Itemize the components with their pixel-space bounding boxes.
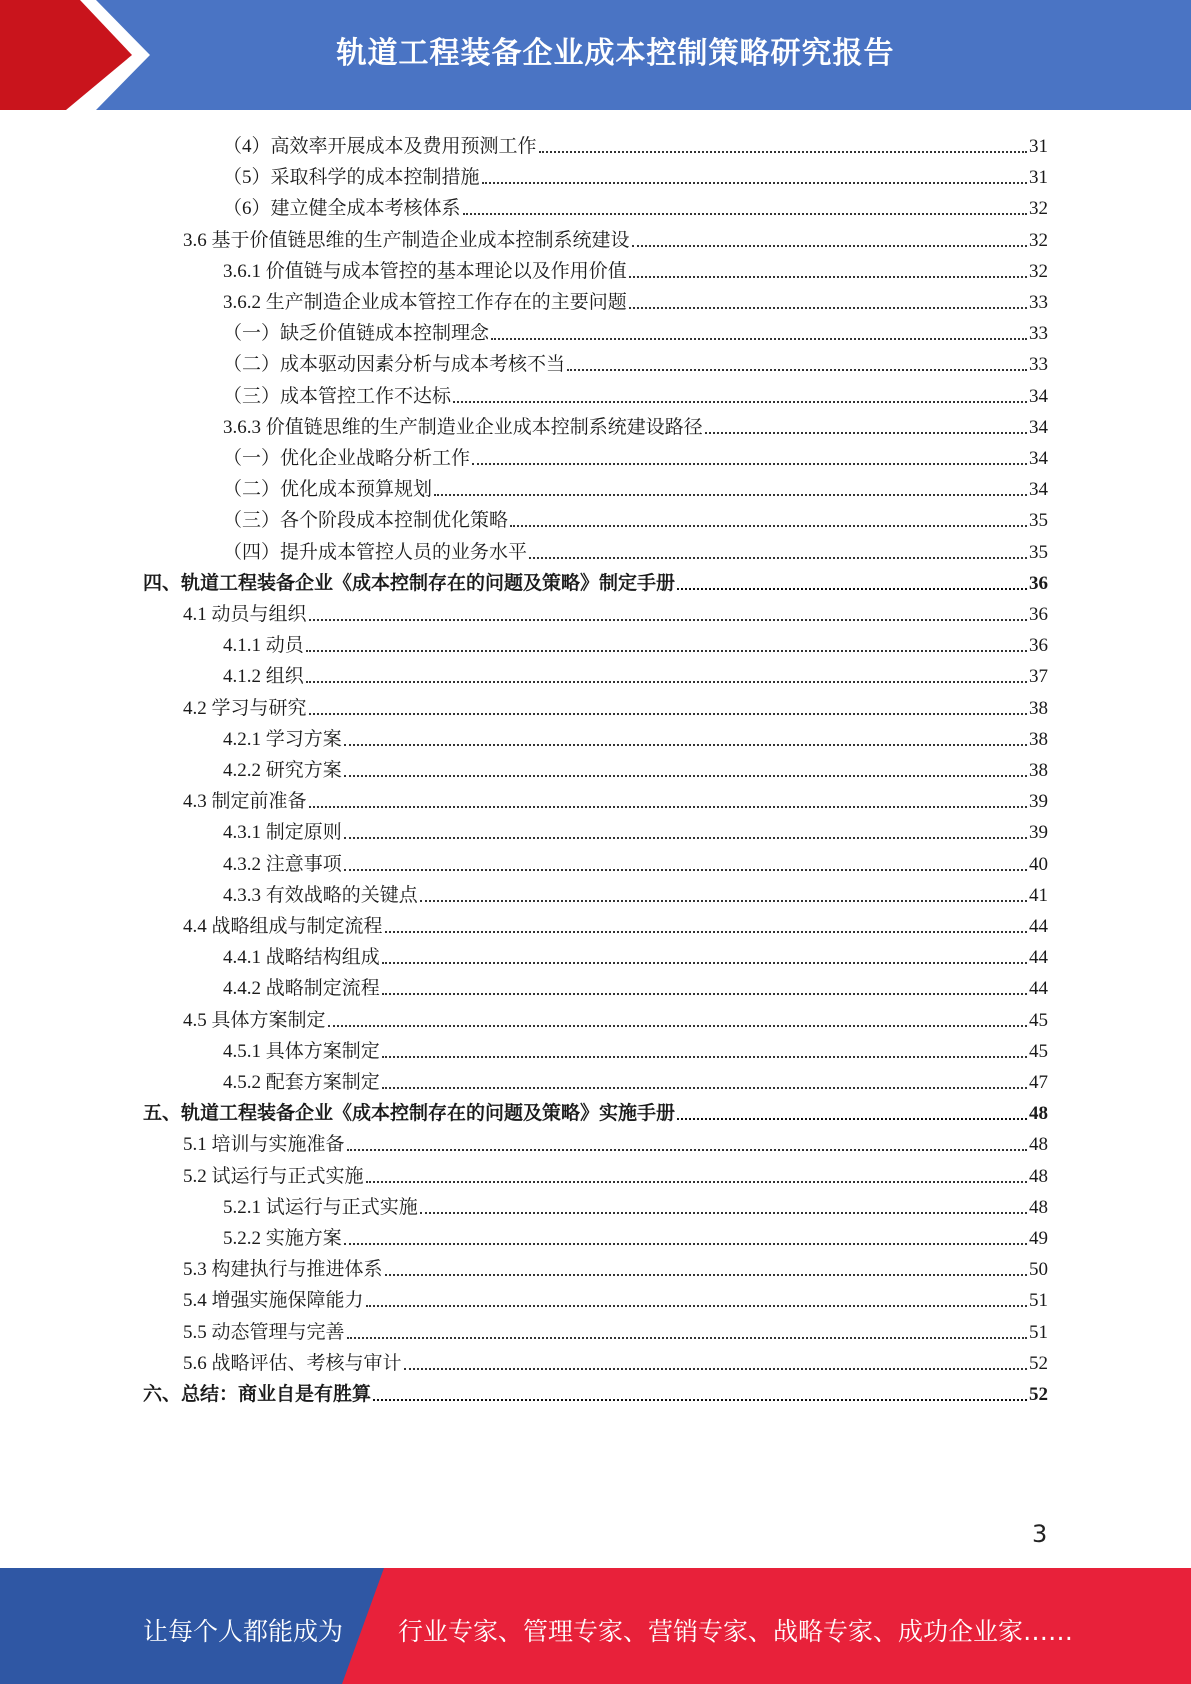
toc-entry-label: 五、轨道工程装备企业《成本控制存在的问题及策略》实施手册 bbox=[143, 1103, 676, 1125]
toc-entry-page: 45 bbox=[1029, 1040, 1048, 1062]
toc-entry-label: （二）成本驱动因素分析与成本考核不当 bbox=[223, 354, 566, 376]
toc-entry-label: 3.6 基于价值链思维的生产制造企业成本控制系统建设 bbox=[183, 229, 630, 251]
toc-dot-leader bbox=[344, 836, 1027, 839]
toc-entry-label: 3.6.1 价值链与成本管控的基本理论以及作用价值 bbox=[223, 260, 627, 282]
toc-entry-label: 4.3 制定前准备 bbox=[183, 791, 307, 813]
toc-dot-leader bbox=[420, 899, 1027, 902]
toc-entry-label: 5.4 增强实施保障能力 bbox=[183, 1290, 364, 1312]
toc-entry-page: 39 bbox=[1029, 822, 1048, 844]
toc-entry[interactable] bbox=[143, 565, 1048, 595]
toc-entry[interactable] bbox=[183, 1314, 1048, 1344]
toc-entry-page: 34 bbox=[1029, 448, 1048, 469]
toc-entry-label: （6）建立健全成本考核体系 bbox=[223, 198, 461, 220]
toc-dot-leader bbox=[309, 618, 1027, 621]
toc-entry[interactable] bbox=[223, 939, 1048, 969]
toc-entry-label: 5.6 战略评估、考核与审计 bbox=[183, 1352, 402, 1374]
toc-dot-leader bbox=[344, 774, 1027, 777]
toc-entry-page: 33 bbox=[1029, 292, 1048, 313]
toc-entry[interactable] bbox=[223, 1220, 1048, 1250]
toc-entry[interactable] bbox=[223, 752, 1048, 782]
toc-entry-label: 4.5.1 具体方案制定 bbox=[223, 1040, 380, 1062]
toc-entry-page: 52 bbox=[1029, 1384, 1048, 1405]
toc-dot-leader bbox=[539, 150, 1027, 153]
toc-dot-leader bbox=[382, 1055, 1027, 1058]
toc-dot-leader bbox=[309, 805, 1027, 808]
toc-entry[interactable] bbox=[183, 783, 1048, 813]
toc-entry-page: 44 bbox=[1029, 916, 1048, 937]
toc-dot-leader bbox=[629, 306, 1027, 309]
toc-entry[interactable] bbox=[183, 596, 1048, 626]
toc-entry-label: 4.5 具体方案制定 bbox=[183, 1009, 326, 1031]
toc-entry-label: （四）提升成本管控人员的业务水平 bbox=[223, 541, 528, 563]
toc-dot-leader bbox=[373, 1398, 1027, 1401]
toc-entry[interactable] bbox=[143, 1095, 1048, 1125]
toc-entry-page: 37 bbox=[1029, 666, 1048, 688]
toc-entry[interactable] bbox=[223, 877, 1048, 907]
toc-entry[interactable] bbox=[183, 690, 1048, 720]
toc-entry-label: （5）采取科学的成本控制措施 bbox=[223, 167, 480, 189]
toc-entry-page: 38 bbox=[1029, 760, 1048, 781]
toc-entry-page: 33 bbox=[1029, 323, 1048, 345]
toc-entry-page: 36 bbox=[1029, 635, 1048, 657]
toc-dot-leader bbox=[705, 431, 1027, 434]
toc-entry-label: （三）各个阶段成本控制优化策略 bbox=[223, 510, 509, 532]
toc-entry-label: 5.2 试运行与正式实施 bbox=[183, 1165, 364, 1187]
toc-entry[interactable] bbox=[223, 409, 1048, 439]
toc-entry-page: 35 bbox=[1029, 510, 1048, 532]
toc-entry-page: 39 bbox=[1029, 791, 1048, 813]
toc-entry-page: 41 bbox=[1029, 884, 1048, 906]
toc-entry-page: 44 bbox=[1029, 947, 1048, 969]
toc-dot-leader bbox=[382, 992, 1027, 995]
toc-entry[interactable] bbox=[183, 1126, 1048, 1156]
toc-dot-leader bbox=[677, 1117, 1027, 1120]
toc-entry[interactable] bbox=[223, 471, 1048, 501]
toc-dot-leader bbox=[491, 337, 1027, 340]
toc-entry-page: 34 bbox=[1029, 385, 1048, 407]
toc-dot-leader bbox=[632, 244, 1027, 247]
toc-dot-leader bbox=[677, 587, 1027, 590]
toc-entry[interactable] bbox=[223, 440, 1048, 470]
toc-entry-label: 3.6.3 价值链思维的生产制造业企业成本控制系统建设路径 bbox=[223, 416, 703, 438]
toc-entry[interactable] bbox=[223, 1033, 1048, 1063]
toc-dot-leader bbox=[347, 1336, 1027, 1339]
toc-entry[interactable] bbox=[223, 627, 1048, 657]
toc-entry-label: （4）高效率开展成本及费用预测工作 bbox=[223, 136, 537, 157]
toc-dot-leader bbox=[510, 524, 1027, 527]
toc-entry-page: 32 bbox=[1029, 198, 1048, 220]
toc-entry[interactable] bbox=[223, 159, 1048, 189]
toc-entry-page: 48 bbox=[1029, 1134, 1048, 1156]
toc-entry-label: 5.1 培训与实施准备 bbox=[183, 1134, 345, 1156]
toc-entry[interactable] bbox=[223, 658, 1048, 688]
page-header bbox=[0, 0, 1191, 110]
toc-entry-label: 四、轨道工程装备企业《成本控制存在的问题及策略》制定手册 bbox=[143, 572, 676, 594]
toc-entry[interactable] bbox=[223, 814, 1048, 844]
toc-entry[interactable] bbox=[183, 1345, 1048, 1375]
toc-entry-page: 38 bbox=[1029, 697, 1048, 719]
toc-entry[interactable] bbox=[223, 190, 1048, 220]
toc-entry-label: 3.6.2 生产制造企业成本管控工作存在的主要问题 bbox=[223, 292, 627, 313]
toc-dot-leader bbox=[567, 368, 1027, 371]
toc-entry[interactable] bbox=[223, 346, 1048, 376]
toc-dot-leader bbox=[482, 181, 1027, 184]
page-footer bbox=[0, 1568, 1191, 1684]
toc-entry[interactable] bbox=[223, 846, 1048, 876]
toc-entry-label: 5.2.2 实施方案 bbox=[223, 1228, 342, 1249]
toc-entry-label: 4.4.2 战略制定流程 bbox=[223, 978, 380, 1000]
toc-entry[interactable] bbox=[223, 128, 1048, 158]
toc-entry[interactable] bbox=[223, 378, 1048, 408]
toc-entry[interactable] bbox=[183, 1158, 1048, 1188]
toc-dot-leader bbox=[385, 930, 1027, 933]
toc-entry-label: 4.3.1 制定原则 bbox=[223, 822, 342, 844]
toc-entry-page: 31 bbox=[1029, 136, 1048, 157]
toc-dot-leader bbox=[306, 680, 1027, 683]
toc-dot-leader bbox=[629, 275, 1027, 278]
toc-entry-label: （二）优化成本预算规划 bbox=[223, 479, 433, 501]
toc-entry-page: 34 bbox=[1029, 416, 1048, 438]
toc-entry-label: 4.1.2 组织 bbox=[223, 666, 304, 688]
toc-dot-leader bbox=[382, 961, 1027, 964]
toc-dot-leader bbox=[529, 556, 1027, 559]
toc-entry-label: 5.5 动态管理与完善 bbox=[183, 1321, 345, 1343]
toc-entry-label: 4.3.3 有效战略的关键点 bbox=[223, 884, 418, 906]
page-number: 3 bbox=[1032, 1520, 1048, 1548]
toc-entry-label: 4.1.1 动员 bbox=[223, 635, 304, 657]
toc-entry-page: 40 bbox=[1029, 853, 1048, 875]
toc-dot-leader bbox=[420, 1211, 1027, 1214]
toc-dot-leader bbox=[366, 1180, 1027, 1183]
toc-dot-leader bbox=[382, 1086, 1027, 1089]
toc-entry-page: 33 bbox=[1029, 354, 1048, 376]
toc-entry-page: 50 bbox=[1029, 1259, 1048, 1281]
toc-dot-leader bbox=[344, 1242, 1027, 1245]
toc-dot-leader bbox=[306, 649, 1027, 652]
toc-dot-leader bbox=[344, 868, 1027, 871]
toc-entry-label: 4.4.1 战略结构组成 bbox=[223, 947, 380, 969]
toc-entry-label: 4.1 动员与组织 bbox=[183, 604, 307, 625]
toc-dot-leader bbox=[404, 1367, 1027, 1370]
toc-entry-label: 5.2.1 试运行与正式实施 bbox=[223, 1196, 418, 1218]
toc-entry[interactable] bbox=[143, 1376, 1048, 1406]
toc-entry[interactable] bbox=[223, 502, 1048, 532]
toc-dot-leader bbox=[463, 212, 1027, 215]
toc-entry-label: （一）优化企业战略分析工作 bbox=[223, 448, 471, 469]
toc-entry-page: 44 bbox=[1029, 978, 1048, 1000]
toc-entry[interactable] bbox=[183, 1002, 1048, 1032]
toc-entry-label: 5.3 构建执行与推进体系 bbox=[183, 1259, 383, 1281]
toc-entry[interactable] bbox=[183, 1251, 1048, 1281]
toc-entry-page: 36 bbox=[1029, 572, 1048, 594]
toc-dot-leader bbox=[344, 743, 1027, 746]
toc-entry-page: 35 bbox=[1029, 541, 1048, 563]
toc-entry[interactable] bbox=[183, 1282, 1048, 1312]
toc-entry[interactable] bbox=[223, 970, 1048, 1000]
toc-entry-label: 4.2.2 研究方案 bbox=[223, 760, 342, 781]
toc-entry-page: 51 bbox=[1029, 1321, 1048, 1343]
toc-entry-label: 六、总结：商业自是有胜算 bbox=[143, 1384, 372, 1405]
toc-entry-label: 4.2 学习与研究 bbox=[183, 697, 307, 719]
toc-dot-leader bbox=[434, 493, 1027, 496]
toc-entry-page: 32 bbox=[1029, 260, 1048, 282]
toc-entry-label: 4.2.1 学习方案 bbox=[223, 728, 342, 750]
toc-entry-label: 4.3.2 注意事项 bbox=[223, 853, 342, 875]
toc-entry-page: 49 bbox=[1029, 1228, 1048, 1249]
toc-entry-label: （三）成本管控工作不达标 bbox=[223, 385, 452, 407]
toc-entry[interactable] bbox=[183, 908, 1048, 938]
toc-entry[interactable] bbox=[223, 1064, 1048, 1094]
toc-entry-label: （一）缺乏价值链成本控制理念 bbox=[223, 323, 490, 345]
toc-entry-label: 4.5.2 配套方案制定 bbox=[223, 1072, 380, 1093]
toc-entry-page: 48 bbox=[1029, 1103, 1048, 1125]
toc-dot-leader bbox=[472, 462, 1027, 465]
toc-entry-page: 31 bbox=[1029, 167, 1048, 189]
toc-entry[interactable] bbox=[223, 253, 1048, 283]
toc-entry[interactable] bbox=[223, 1189, 1048, 1219]
toc-entry-page: 34 bbox=[1029, 479, 1048, 501]
footer-slogan-left: 让每个人都能成为 bbox=[143, 1617, 344, 1646]
toc-entry-page: 48 bbox=[1029, 1165, 1048, 1187]
toc-entry-page: 48 bbox=[1029, 1196, 1048, 1218]
toc-entry[interactable] bbox=[223, 284, 1048, 314]
toc-entry-label: 4.4 战略组成与制定流程 bbox=[183, 916, 383, 937]
toc-entry-page: 51 bbox=[1029, 1290, 1048, 1312]
toc-entry-page: 38 bbox=[1029, 728, 1048, 750]
document-title: 轨道工程装备企业成本控制策略研究报告 bbox=[336, 36, 895, 71]
toc-entry-page: 52 bbox=[1029, 1352, 1048, 1374]
toc-dot-leader bbox=[453, 400, 1027, 403]
toc-dot-leader bbox=[385, 1273, 1027, 1276]
toc-entry[interactable] bbox=[223, 534, 1048, 564]
footer-slogan-right: 行业专家、管理专家、营销专家、战略专家、成功企业家…… bbox=[398, 1617, 1074, 1646]
toc-entry-page: 32 bbox=[1029, 229, 1048, 251]
toc-entry-page: 47 bbox=[1029, 1072, 1048, 1093]
toc-entry[interactable] bbox=[223, 721, 1048, 751]
toc-entry-page: 36 bbox=[1029, 604, 1048, 625]
toc-entry[interactable] bbox=[183, 222, 1048, 252]
toc-dot-leader bbox=[328, 1024, 1027, 1027]
toc-entry-page: 45 bbox=[1029, 1009, 1048, 1031]
toc-entry[interactable] bbox=[223, 315, 1048, 345]
toc-dot-leader bbox=[347, 1148, 1027, 1151]
toc-dot-leader bbox=[366, 1304, 1027, 1307]
toc-dot-leader bbox=[309, 712, 1027, 715]
